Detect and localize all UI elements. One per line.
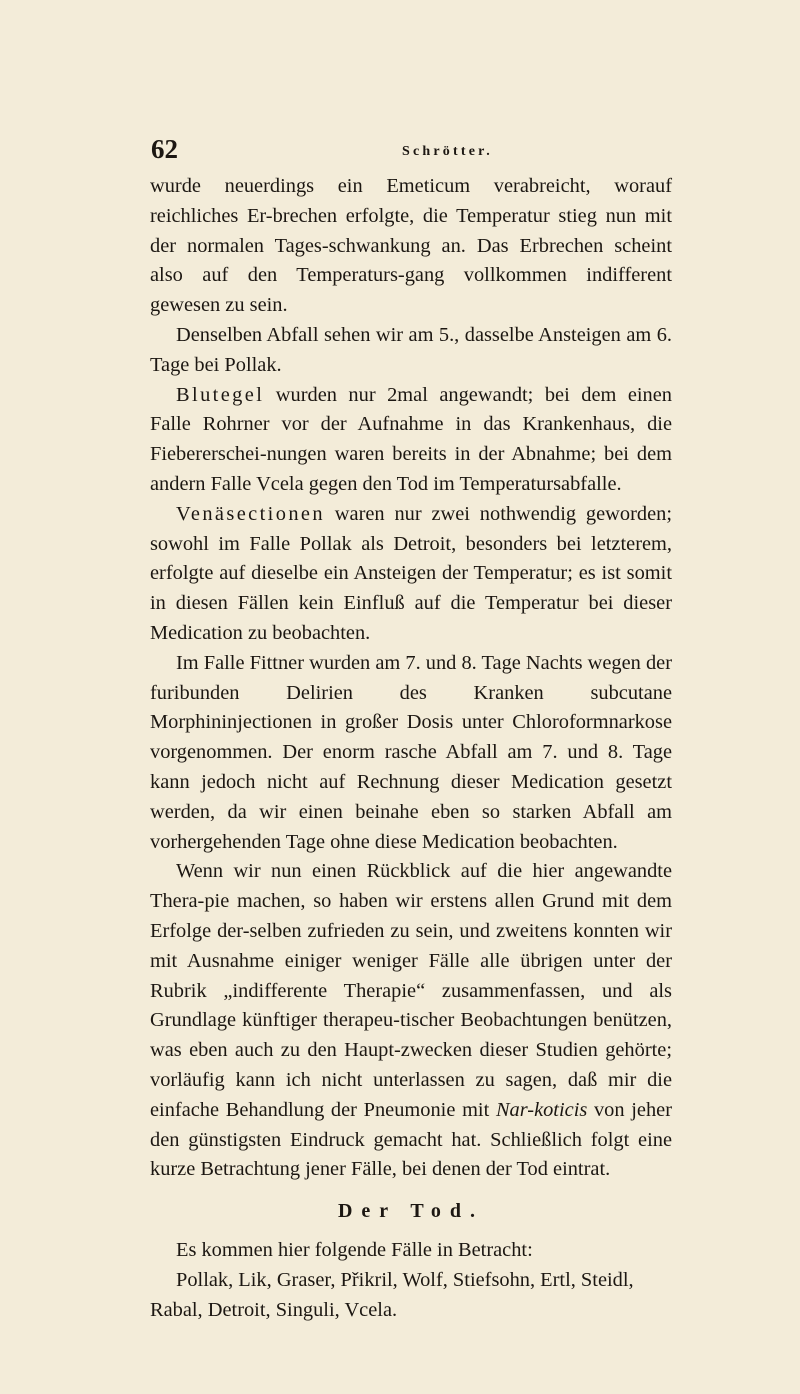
paragraph-3-text: wurden nur 2mal angewandt; bei dem einen Falle Rohrner vor der Aufnahme in das Krankenhaus, die Fiebererschei-nungen waren bereits in der Abnahme; bei dem andern Falle Vcela gegen den Tod im Temperatursabfalle.	[150, 383, 672, 495]
section-heading: Der Tod.	[337, 1200, 485, 1223]
term-venaesectionen: Venäsectionen	[176, 502, 325, 525]
paragraph-6-text-b: von jeher den günstigsten Eindruck gemacht hat. Schließlich folgt eine kurze Betrachtung jener Fälle, bei denen der Tod eintrat.	[150, 1098, 672, 1181]
paragraph-8: Pollak, Lik, Graser, Přikril, Wolf, Stiefsohn, Ertl, Steidl, Rabal, Detroit, Singuli, Vcela.	[150, 1268, 634, 1321]
term-blutegel: Blutegel	[176, 383, 265, 406]
body-text	[150, 172, 672, 1325]
paragraph-6-text-a: Wenn wir nun einen Rückblick auf die hier angewandte Thera-pie machen, so haben wir erstens allen Grund mit dem Erfolge der-selben zufrieden zu sein, und zweitens konnten wir mit Ausnahme einiger weniger Fälle alle übrigen unter der Rubrik „indifferente Therapie“ zusammenfassen, und als Grundlage künftiger therapeu-tischer Beobachtungen benützen, was eben auch zu den Haupt-zwecken dieser Studien gehörte; vorläufig kann ich nicht unterlassen zu sagen, daß mir die einfache Behandlung der Pneumonie mit	[150, 860, 672, 1121]
paragraph-6	[150, 857, 672, 1185]
paragraph-1: wurde neuerdings ein Emeticum verabreicht, worauf reichliches Er-brechen erfolgte, die Temperatur stieg nun mit der normalen Tages-schwankung an. Das Erbrechen scheint also auf den Temperaturs-gang vollkommen indifferent gewesen zu sein.	[150, 175, 672, 317]
paragraph-2: Denselben Abfall sehen wir am 5., dasselbe Ansteigen am 6. Tage bei Pollak.	[150, 323, 672, 376]
italic-narkoticis: Nar-koticis	[495, 1098, 588, 1121]
running-head: Schrötter.	[402, 144, 493, 159]
paragraph-3	[150, 381, 672, 500]
paragraph-5: Im Falle Fittner wurden am 7. und 8. Tage Nachts wegen der furibunden Delirien des Kranken subcutane Morphininjectionen in großer Dosis unter Chloroformnarkose vorgenommen. Der enorm rasche Abfall am 7. und 8. Tage kann jedoch nicht auf Rechnung dieser Medication gesetzt werden, da wir einen beinahe eben so starken Abfall am vorhergehenden Tage ohne diese Medication beobachten.	[150, 651, 672, 853]
page-number: 62	[151, 134, 178, 164]
paragraph-7: Es kommen hier folgende Fälle in Betracht:	[176, 1239, 533, 1262]
paragraph-4-text: waren nur zwei nothwendig geworden; sowohl im Falle Pollak als Detroit, besonders bei letzterem, erfolgte auf dieselbe ein Ansteigen der Temperatur; es ist somit in diesen Fällen kein Einfluß auf die Temperatur bei dieser Medication zu beobachten.	[150, 502, 672, 644]
paragraph-4	[150, 500, 672, 649]
